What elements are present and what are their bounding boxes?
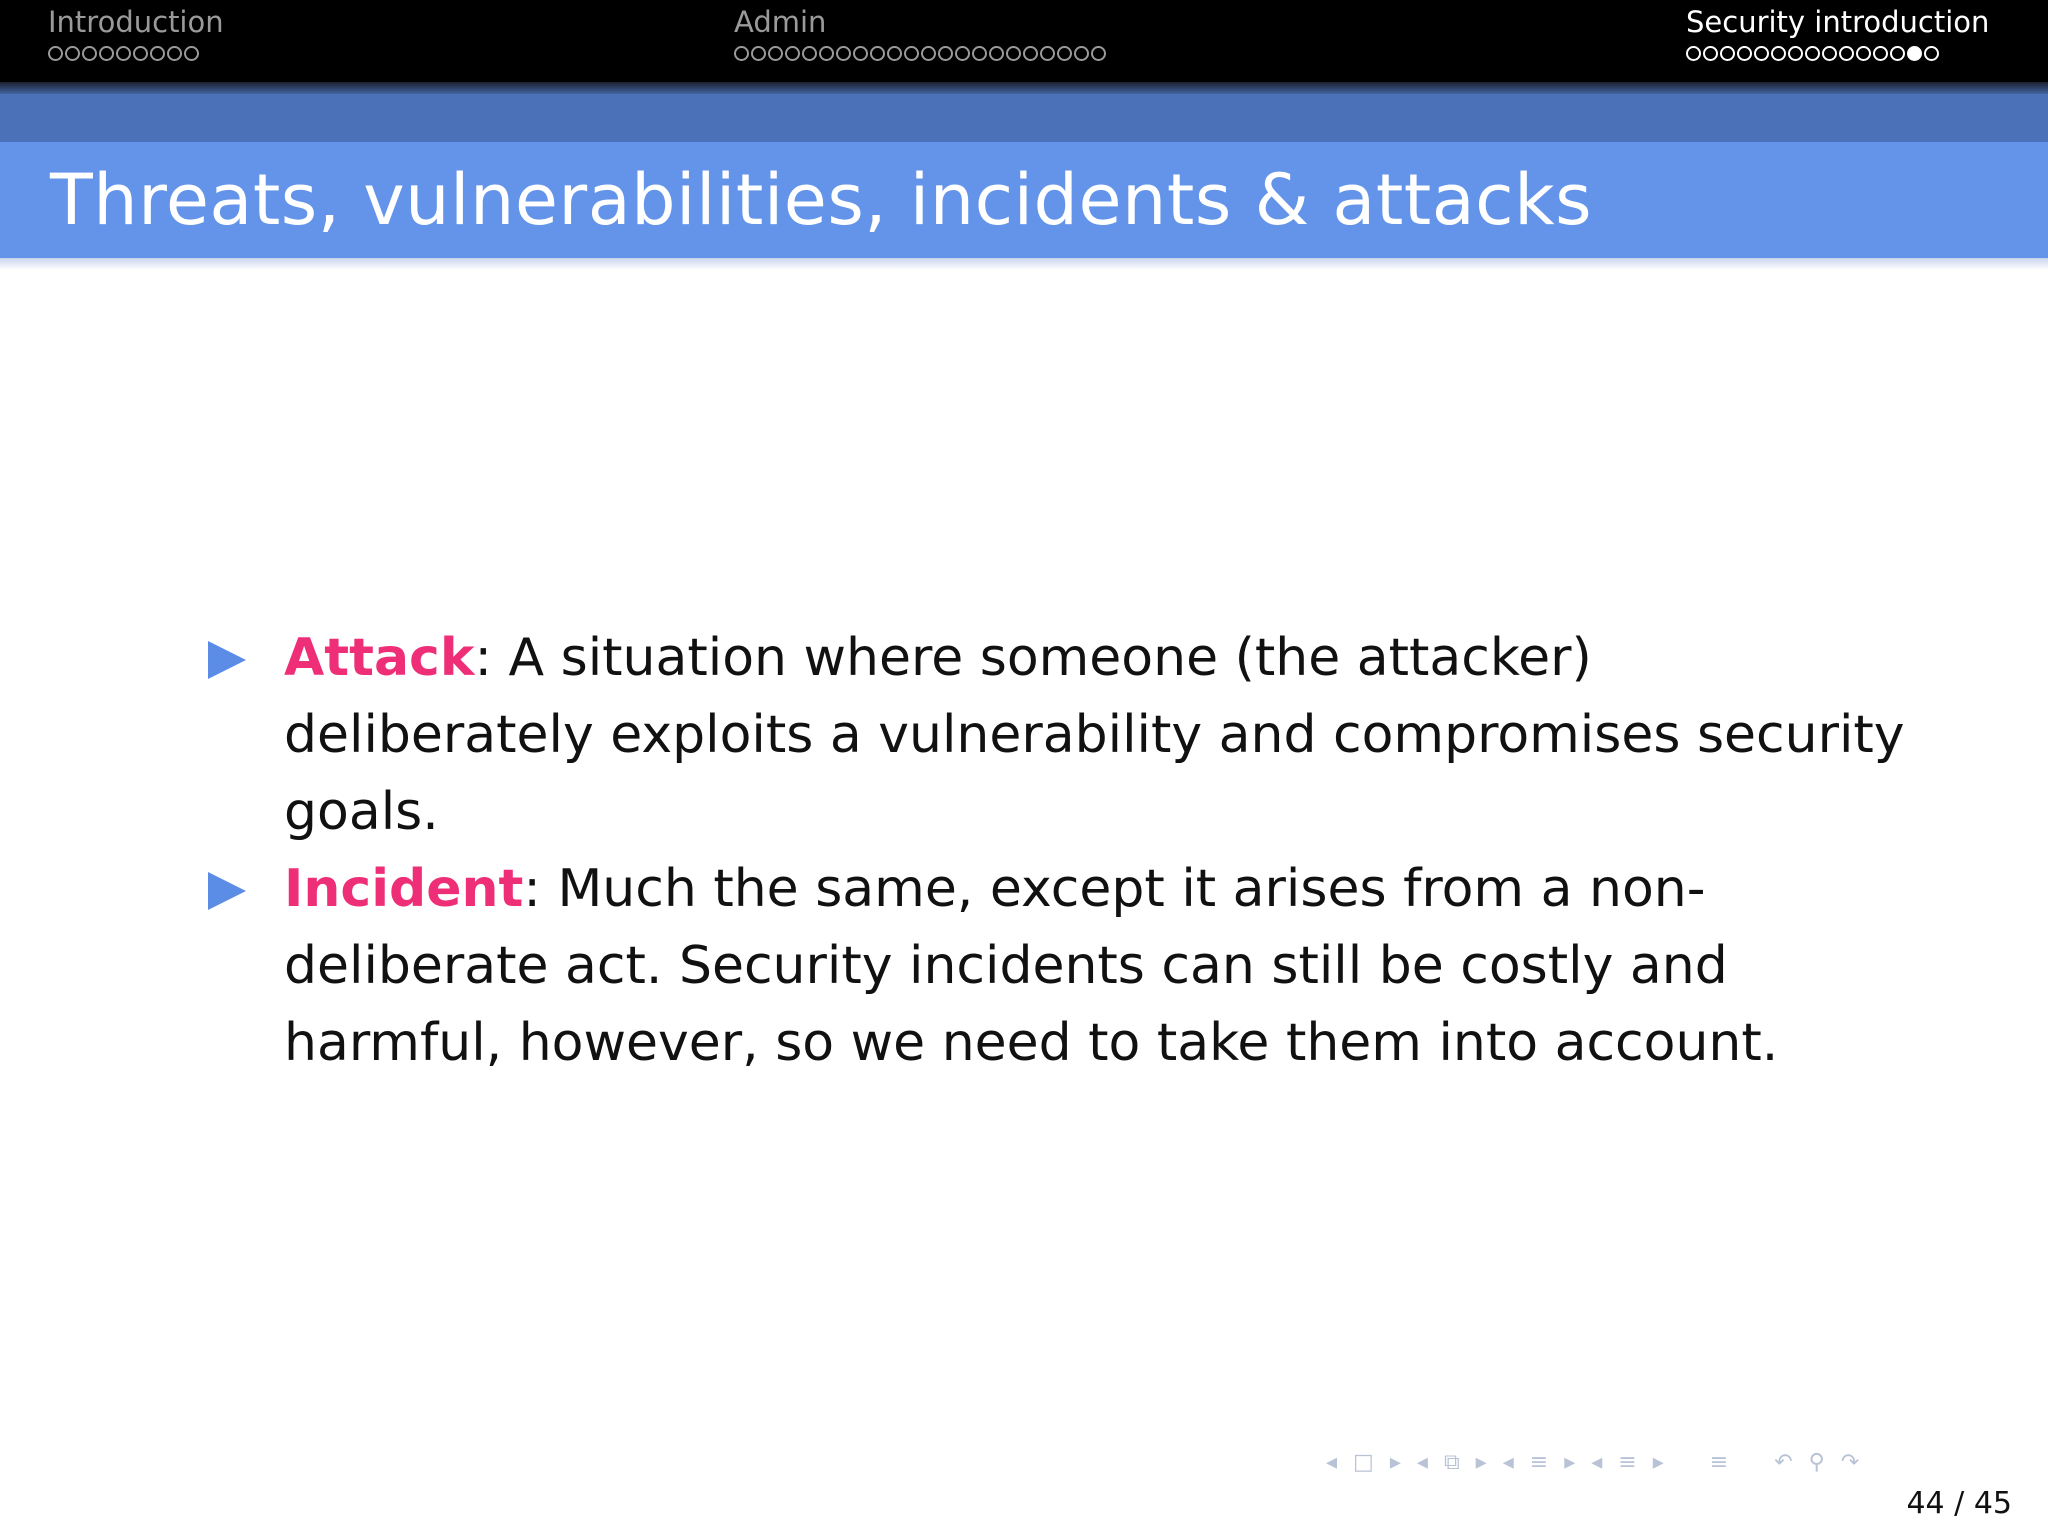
toc-icon[interactable]: ≡: [1709, 1450, 1729, 1475]
nav-right-arrow-icon[interactable]: ▸: [1564, 1450, 1576, 1475]
redo-icon[interactable]: ↷: [1840, 1450, 1860, 1475]
frame-dot[interactable]: [904, 46, 919, 61]
section-dots: [1686, 46, 1989, 61]
page-number: 44 / 45: [1906, 1486, 2012, 1521]
subsection-list-icon[interactable]: ≡: [1618, 1450, 1637, 1475]
frame-dot[interactable]: [1771, 46, 1786, 61]
frame-dot[interactable]: [1907, 46, 1922, 61]
frame-dot[interactable]: [1873, 46, 1888, 61]
nav-left-arrow-icon[interactable]: ◂: [1416, 1450, 1428, 1475]
frame-dot[interactable]: [1805, 46, 1820, 61]
frame-dot[interactable]: [853, 46, 868, 61]
frame-dot[interactable]: [99, 46, 114, 61]
frame-dot[interactable]: [1074, 46, 1089, 61]
frame-dot[interactable]: [48, 46, 63, 61]
section-label: Introduction: [48, 5, 224, 39]
frame-dot[interactable]: [65, 46, 80, 61]
bullet-triangle-icon: [208, 872, 246, 910]
frame-dot[interactable]: [819, 46, 834, 61]
frame-dot[interactable]: [955, 46, 970, 61]
frame-dot[interactable]: [1890, 46, 1905, 61]
nav-right-arrow-icon[interactable]: ▸: [1652, 1450, 1664, 1475]
frame-dot[interactable]: [887, 46, 902, 61]
frame-dot[interactable]: [133, 46, 148, 61]
frame-dot[interactable]: [1737, 46, 1752, 61]
frame-dot[interactable]: [1754, 46, 1769, 61]
frame-dot[interactable]: [1720, 46, 1735, 61]
frame-dot[interactable]: [82, 46, 97, 61]
frame-dot[interactable]: [921, 46, 936, 61]
frame-dot[interactable]: [802, 46, 817, 61]
frame-dot[interactable]: [870, 46, 885, 61]
frame-dot[interactable]: [1091, 46, 1106, 61]
frame-dot[interactable]: [167, 46, 182, 61]
frame-dot[interactable]: [768, 46, 783, 61]
section-label: Admin: [734, 5, 827, 39]
section-admin[interactable]: [734, 4, 1106, 61]
definition-incident: : Much the same, except it arises from a non-deliberate act. Security incidents can still be costly and harmful, however, so we need to take them into account.: [284, 859, 1779, 1073]
frame-icon[interactable]: □: [1353, 1450, 1374, 1475]
frame-dot[interactable]: [116, 46, 131, 61]
frame-dot[interactable]: [938, 46, 953, 61]
undo-icon[interactable]: ↶: [1774, 1450, 1793, 1475]
frame-dot[interactable]: [836, 46, 851, 61]
frame-dot[interactable]: [1057, 46, 1072, 61]
section-dots: [48, 46, 224, 61]
title-shadow: [0, 258, 2048, 270]
frame-dot[interactable]: [1006, 46, 1021, 61]
section-icon[interactable]: ≡: [1529, 1450, 1549, 1475]
frame-dot[interactable]: [1856, 46, 1871, 61]
frame-dot[interactable]: [785, 46, 800, 61]
search-icon[interactable]: ⚲: [1808, 1450, 1825, 1475]
bullet-triangle-icon: [208, 641, 246, 679]
nav-left-arrow-icon[interactable]: ◂: [1502, 1450, 1514, 1475]
frame-dot[interactable]: [1822, 46, 1837, 61]
nav-left-arrow-icon[interactable]: ◂: [1326, 1450, 1338, 1475]
slide-content: [208, 620, 1908, 1082]
frame-dot[interactable]: [1839, 46, 1854, 61]
section-label: Security introduction: [1686, 5, 1990, 39]
frame-dot[interactable]: [1040, 46, 1055, 61]
frame-dot[interactable]: [734, 46, 749, 61]
nav-right-arrow-icon[interactable]: ▸: [1389, 1450, 1401, 1475]
frame-dot[interactable]: [989, 46, 1004, 61]
term-attack: Attack: [284, 628, 475, 688]
frame-dot[interactable]: [972, 46, 987, 61]
frame-dot[interactable]: [1788, 46, 1803, 61]
header-band: [0, 94, 2048, 142]
frame-dot[interactable]: [150, 46, 165, 61]
frame-dot[interactable]: [1686, 46, 1701, 61]
frame-dot[interactable]: [1703, 46, 1718, 61]
section-security-introduction[interactable]: [1686, 4, 1989, 61]
list-item-attack: [208, 620, 1908, 851]
beamer-navigation-symbols: [1326, 1448, 2026, 1478]
frame-dot[interactable]: [1023, 46, 1038, 61]
nav-right-arrow-icon[interactable]: ▸: [1475, 1450, 1487, 1475]
section-dots: [734, 46, 1106, 61]
nav-left-arrow-icon[interactable]: ◂: [1591, 1450, 1603, 1475]
frame-dot[interactable]: [751, 46, 766, 61]
slide-title: Threats, vulnerabilities, incidents & attacks: [50, 159, 1593, 241]
subsection-icon[interactable]: ⧉: [1443, 1450, 1460, 1475]
term-incident: Incident: [284, 859, 524, 919]
section-introduction[interactable]: [48, 4, 224, 61]
list-item-incident: [208, 851, 1908, 1082]
definition-attack: : A situation where someone (the attacker) deliberately exploits a vulnerability and compromises security goals.: [284, 628, 1905, 842]
frame-dot[interactable]: [184, 46, 199, 61]
frame-dot[interactable]: [1924, 46, 1939, 61]
